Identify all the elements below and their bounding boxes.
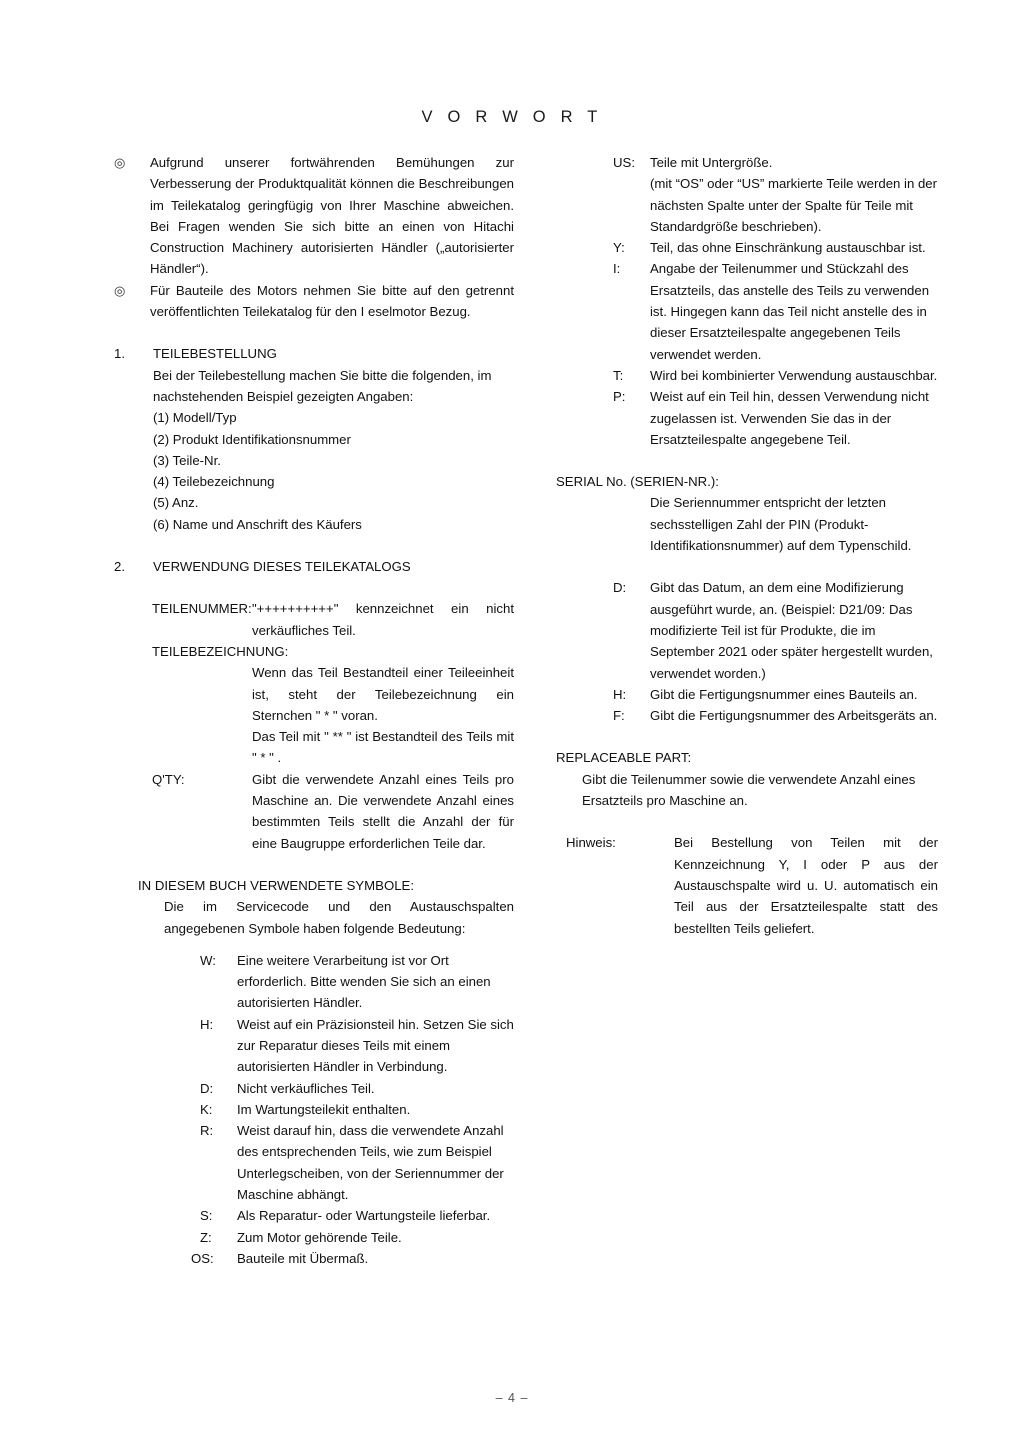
symbol-key: OS: xyxy=(191,1250,214,1266)
symbol-entry xyxy=(191,1248,514,1269)
symbol-key: R: xyxy=(200,1123,214,1139)
section-2-number: 2. xyxy=(114,559,125,575)
spacer xyxy=(556,450,938,471)
symbol-key: D: xyxy=(200,1080,214,1096)
right-entry-text: Gibt die Fertigungsnummer eines Bauteils an. xyxy=(650,686,918,702)
right-entry-text: Teil, das ohne Einschränkung austauschbar ist. xyxy=(650,240,926,256)
teilebezeichnung-para-2: Das Teil mit " ** " ist Bestandteil des Teils mit " * " . xyxy=(252,729,514,766)
teilenummer-row xyxy=(152,598,514,641)
section-1-item: (2) Produkt Identifikationsnummer xyxy=(153,431,351,447)
section-1-item: (5) Anz. xyxy=(153,495,199,511)
page-title: V O R W O R T xyxy=(421,108,603,126)
right-entry xyxy=(613,684,938,705)
right-entry xyxy=(613,173,938,237)
right-entry xyxy=(613,152,938,173)
serial-heading: SERIAL No. (SERIEN-NR.): xyxy=(556,474,719,490)
right-entry-key: P: xyxy=(613,389,626,405)
symbol-entry xyxy=(200,950,514,1014)
note-label: Hinweis: xyxy=(566,835,616,851)
right-entry-key: Y: xyxy=(613,240,625,256)
qty-label: Q'TY: xyxy=(152,771,185,787)
spacer xyxy=(138,939,514,950)
teilebezeichnung-body xyxy=(252,662,514,768)
left-column xyxy=(114,152,514,1269)
right-column xyxy=(556,152,938,939)
right-entry-text: Angabe der Teilenummer und Stückzahl des Ersatzteils, das anstelle des Teils zu verwenden ist. Hingegen kann das Teil nicht anstelle des in dieser Ersatzteilespalte angegebenen Teils verwendet werden. xyxy=(650,261,930,362)
intro-bullet-1-text: Aufgrund unserer fortwährenden Bemühungen zur Verbesserung der Produktqualität können die Beschreibungen im Teilekatalog geringfügig von Ihrer Maschine abweichen. Bei Fragen wenden Sie sich bitte an einen von Hitachi Construction Machinery autorisierten Händler („autorisierter Händler“). xyxy=(150,155,514,277)
intro-bullet-2 xyxy=(114,280,514,323)
right-entry-text: Weist auf ein Teil hin, dessen Verwendung nicht zugelassen ist. Verwenden Sie das in der Ersatzteilespalte angegebene Teil. xyxy=(650,389,929,447)
right-entry xyxy=(613,705,938,726)
section-1-item: (3) Teile-Nr. xyxy=(153,452,221,468)
replaceable-part-text: Gibt die Teilenummer sowie die verwendete Anzahl eines Ersatzteils pro Maschine an. xyxy=(582,771,916,809)
replaceable-part-section xyxy=(556,747,938,811)
qty-text: Gibt die verwendete Anzahl eines Teils pro Maschine an. Die verwendete Anzahl eines bestimmten Teils stellt die Anzahl der für eine Baugruppe erforderlichen Teile dar. xyxy=(252,771,514,851)
right-entry-key: T: xyxy=(613,367,624,383)
spacer xyxy=(556,726,938,747)
symbol-text: Weist darauf hin, dass die verwendete Anzahl des entsprechenden Teils, wie zum Beispiel Unterlegscheiben, von der Seriennummer der Maschine abhängt. xyxy=(237,1123,504,1203)
replaceable-part-heading: REPLACEABLE PART: xyxy=(556,750,692,766)
section-1-number: 1. xyxy=(114,346,125,362)
symbol-entry xyxy=(200,1120,514,1205)
right-entry-text: Wird bei kombinierter Verwendung austauschbar. xyxy=(650,367,938,383)
section-1-heading: TEILEBESTELLUNG xyxy=(153,346,277,362)
right-entry-text: Gibt die Fertigungsnummer des Arbeitsgeräts an. xyxy=(650,708,938,724)
symbol-key: K: xyxy=(200,1101,213,1117)
symbol-key: H: xyxy=(200,1016,214,1032)
symbols-list xyxy=(191,950,514,1269)
right-entry xyxy=(613,365,938,386)
right-entry xyxy=(613,237,938,258)
right-entry xyxy=(613,386,938,450)
symbol-entry xyxy=(200,1014,514,1078)
right-entry-key: US: xyxy=(613,155,635,170)
note-text: Bei Bestellung von Teilen mit der Kennzeichnung Y, I oder P aus der Austauschspalte wird u. U. automatisch ein Teil aus der Ersatzteilespalte statt des bestellten Teils geliefert. xyxy=(674,835,938,936)
right-entry-key: F: xyxy=(613,708,625,724)
teilenummer-label: TEILENUMMER: xyxy=(152,601,252,617)
serial-text: Die Seriennummer entspricht der letzten sechsstelligen Zahl der PIN (Produkt-Identifikationsnummer) auf dem Typenschild. xyxy=(650,495,912,554)
section-2-definitions xyxy=(152,598,514,854)
spacer xyxy=(114,854,514,875)
teilebezeichnung-label: TEILEBEZEICHNUNG: xyxy=(152,643,289,659)
section-1 xyxy=(114,343,514,535)
page-number-footer: – 4 – xyxy=(495,1391,529,1405)
symbols-intro: Die im Servicecode und den Austauschspalten angegebenen Symbole haben folgende Bedeutung: xyxy=(164,899,514,936)
right-entry xyxy=(613,258,938,364)
section-2 xyxy=(114,556,514,577)
serial-section xyxy=(556,471,938,556)
bullet-circle-icon: ◎ xyxy=(114,155,126,170)
symbol-text: Als Reparatur- oder Wartungsteile lieferbar. xyxy=(237,1208,491,1224)
bullet-circle-icon: ◎ xyxy=(114,282,126,298)
section-1-item: (4) Teilebezeichnung xyxy=(153,474,275,490)
symbol-text: Nicht verkäufliches Teil. xyxy=(237,1080,375,1096)
right-entry-key: I: xyxy=(613,261,621,277)
symbols-heading: IN DIESEM BUCH VERWENDETE SYMBOLE: xyxy=(138,877,415,893)
symbol-text: Eine weitere Verarbeitung ist vor Ort erforderlich. Bitte wenden Sie sich an einen autorisierten Händler. xyxy=(237,952,491,1011)
qty-row xyxy=(152,769,514,854)
right-entry xyxy=(613,577,938,683)
section-1-item: (6) Name und Anschrift des Käufers xyxy=(153,516,362,532)
right-entry-text: Gibt das Datum, an dem eine Modifizierung ausgeführt wurde, an. (Beispiel: D21/09: Das modifizierte Teil ist für Produkte, die im September 2021 oder später hergestellt wurden, verwendet worden.) xyxy=(650,580,933,681)
symbol-text: Bauteile mit Übermaß. xyxy=(237,1250,369,1266)
symbol-text: Im Wartungsteilekit enthalten. xyxy=(237,1101,411,1117)
intro-bullet-2-text: Für Bauteile des Motors nehmen Sie bitte auf den getrennt veröffentlichten Teilekatalog für den I eselmotor Bezug. xyxy=(150,282,514,320)
teilenummer-text: "++++++++++" kennzeichnet ein nicht verkäufliches Teil. xyxy=(252,601,514,638)
right-entries-group-1 xyxy=(613,152,938,450)
intro-bullet-1 xyxy=(114,152,514,280)
symbol-text: Weist auf ein Präzisionsteil hin. Setzen Sie sich zur Reparatur dieses Teils mit einem autorisierten Händler in Verbindung. xyxy=(237,1016,514,1075)
right-entry-text: Teile mit Untergröße. xyxy=(650,155,773,170)
symbols-section xyxy=(138,875,514,1269)
spacer xyxy=(556,556,938,577)
spacer xyxy=(114,322,514,343)
section-2-heading: VERWENDUNG DIESES TEILEKATALOGS xyxy=(153,559,411,575)
right-entries-group-2 xyxy=(613,577,938,726)
symbol-entry xyxy=(200,1099,514,1120)
symbol-entry xyxy=(200,1078,514,1099)
spacer xyxy=(114,535,514,556)
symbol-key: S: xyxy=(200,1208,213,1224)
symbol-key: W: xyxy=(200,952,216,968)
section-1-intro: Bei der Teilebestellung machen Sie bitte die folgenden, im nachstehenden Beispiel gezeigten Angaben: xyxy=(153,367,492,404)
spacer xyxy=(556,811,938,832)
right-entry-text: (mit “OS” oder “US” markierte Teile werden in der nächsten Spalte unter der Spalte für Teile mit Standardgröße beschrieben). xyxy=(650,176,938,234)
note-row xyxy=(566,832,938,938)
teilebezeichnung-para-1: Wenn das Teil Bestandteil einer Teileeinheit ist, steht der Teilebezeichnung ein Sternchen " * " voran. xyxy=(252,665,514,723)
right-entry-key: H: xyxy=(613,686,627,702)
symbol-key: Z: xyxy=(200,1229,212,1245)
symbol-text: Zum Motor gehörende Teile. xyxy=(237,1229,402,1245)
symbol-entry xyxy=(200,1205,514,1226)
right-entry-key: D: xyxy=(613,580,627,596)
section-1-item: (1) Modell/Typ xyxy=(153,410,237,426)
symbol-entry xyxy=(200,1227,514,1248)
spacer xyxy=(114,577,514,598)
